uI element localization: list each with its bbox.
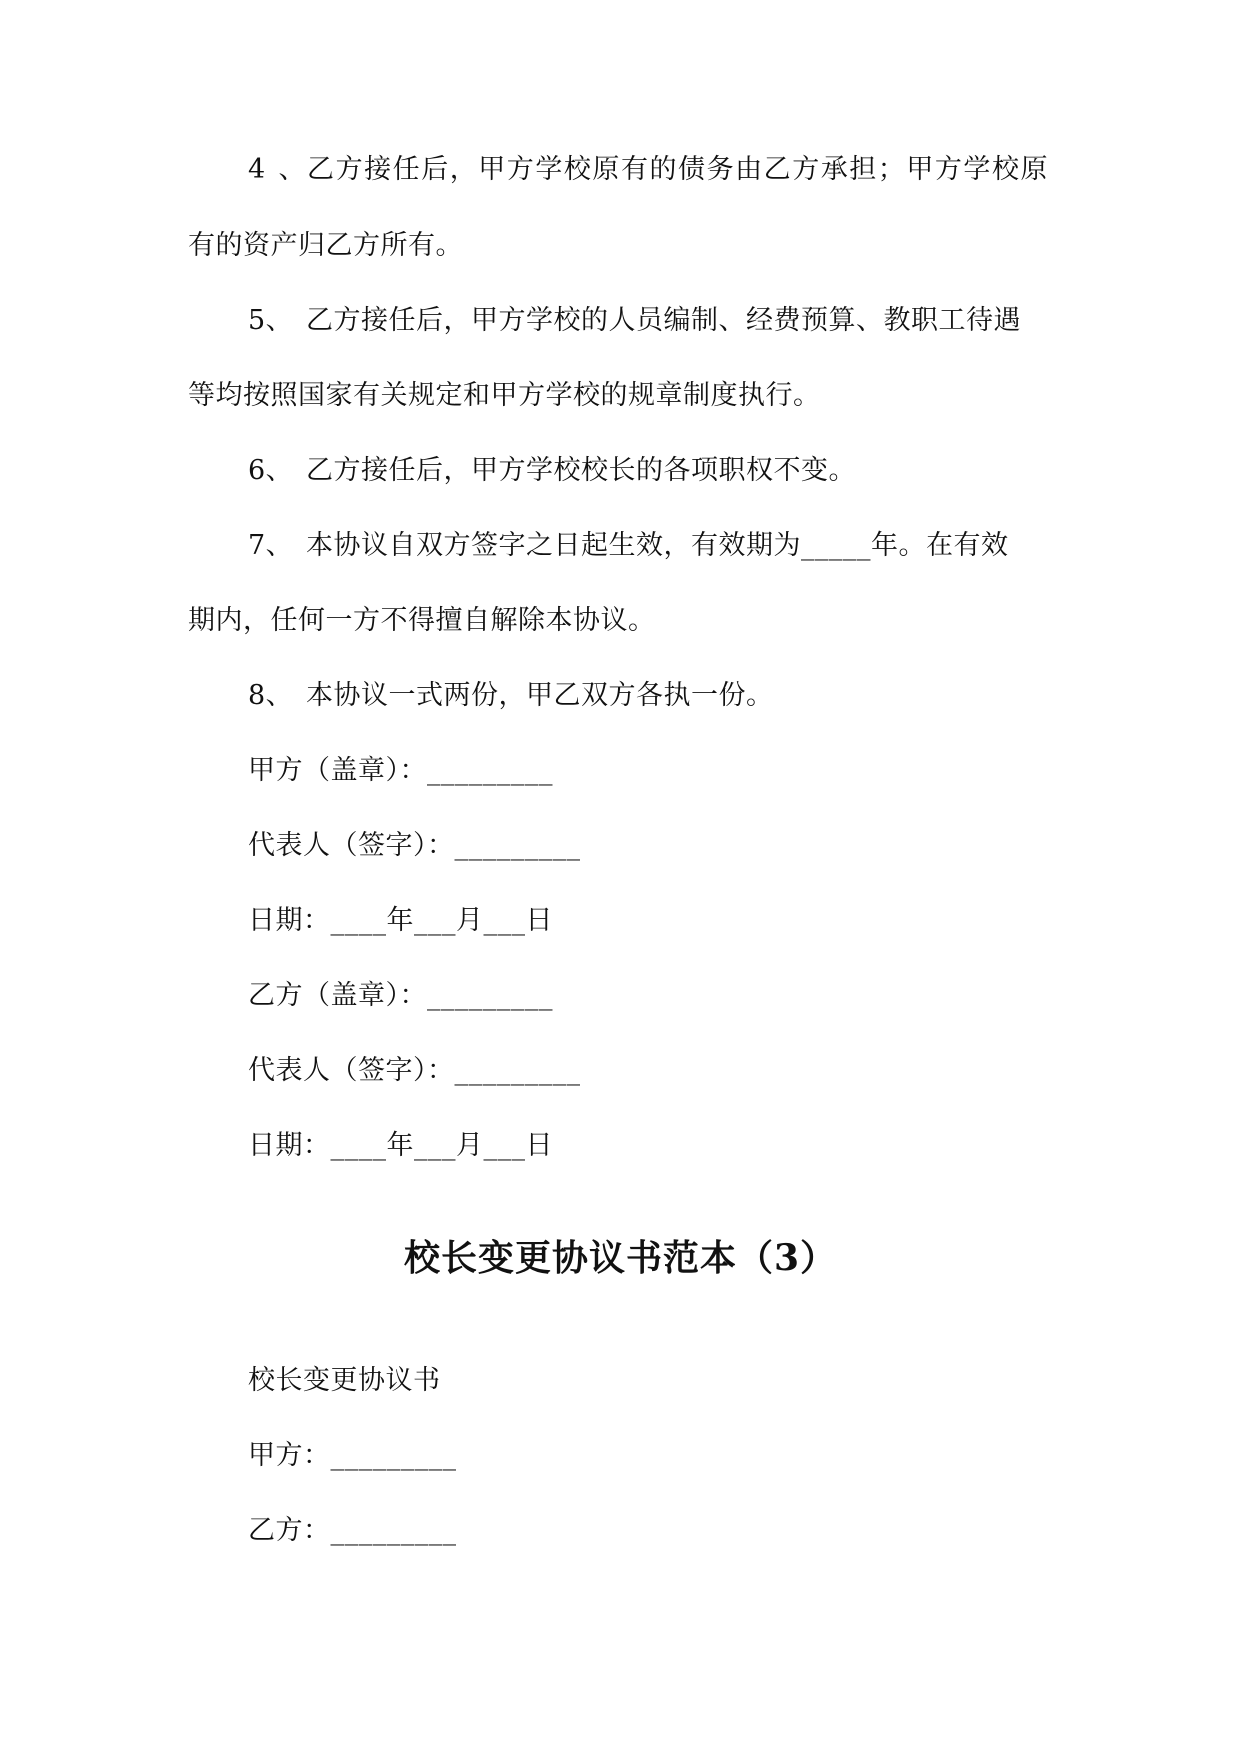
clause-4-line-1 [248, 152, 1048, 188]
clause-text: 乙方接任后，甲方学校校长的各项职权不变。 [306, 455, 856, 486]
agreement-heading: 校长变更协议书 [248, 1365, 441, 1396]
party-a-representative-line: 代表人（签字）：_________ [248, 830, 581, 861]
clause-7-line-2: 期内，任何一方不得擅自解除本协议。 [188, 605, 656, 636]
section-title: 校长变更协议书范本（3） [403, 1237, 838, 1279]
clause-number: 6、 [248, 455, 294, 486]
party-b-seal-line: 乙方（盖章）：_________ [248, 980, 553, 1011]
clause-number: 8、 [248, 680, 294, 711]
clause-number: 4、 [248, 154, 306, 185]
clause-7-line-1 [248, 528, 1009, 564]
clause-text: 本协议一式两份，甲乙双方各执一份。 [306, 680, 774, 711]
clause-number: 7、 [248, 530, 294, 561]
party-a-seal-line: 甲方（盖章）：_________ [248, 755, 553, 786]
party-b-line: 乙方：_________ [248, 1515, 457, 1546]
clause-5-line-2: 等均按照国家有关规定和甲方学校的规章制度执行。 [188, 380, 821, 411]
party-b-representative-line: 代表人（签字）：_________ [248, 1055, 581, 1086]
clause-4-line-2: 有的资产归乙方所有。 [188, 230, 463, 261]
party-b-date-line: 日期：____年___月___日 [248, 1130, 553, 1161]
clause-number: 5、 [248, 305, 294, 336]
party-a-line: 甲方：_________ [248, 1440, 457, 1471]
party-a-date-line: 日期：____年___月___日 [248, 905, 553, 936]
clause-6-line-1 [248, 453, 856, 489]
clause-text: 本协议自双方签字之日起生效，有效期为_____年。在有效 [306, 530, 1009, 561]
clause-8-line-1 [248, 678, 774, 714]
clause-text: 乙方接任后，甲方学校原有的债务由乙方承担；甲方学校原 [306, 154, 1048, 185]
clause-text: 乙方接任后，甲方学校的人员编制、经费预算、教职工待遇 [306, 305, 1021, 336]
clause-5-line-1 [248, 303, 1021, 339]
